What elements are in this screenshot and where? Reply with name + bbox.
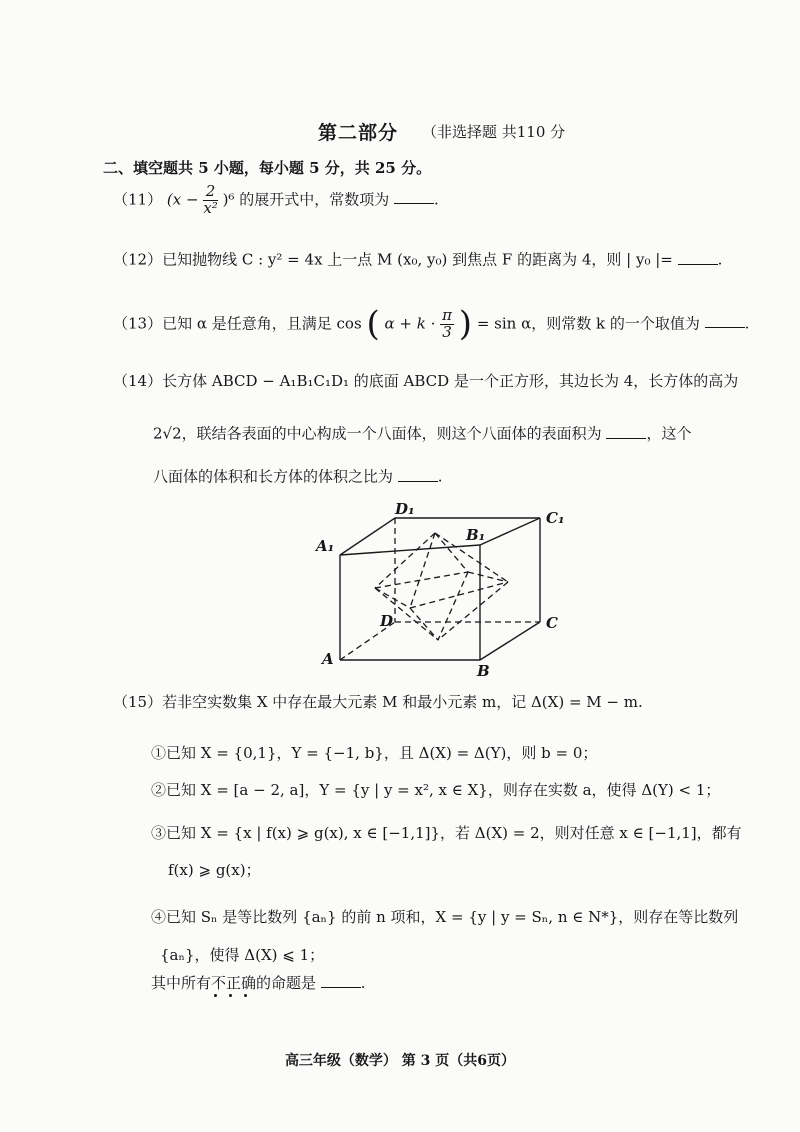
octa-edge [375, 588, 410, 608]
question-text: )⁶ 的展开式中，常数项为 [222, 190, 390, 209]
cuboid-figure [300, 490, 590, 680]
expr-pre: (x − [166, 190, 199, 209]
question-14-line2 [153, 424, 691, 443]
expr-inner: α + k · [384, 314, 436, 333]
fraction-denominator: x² [203, 198, 218, 217]
question-end: . [434, 190, 439, 209]
question-end: . [744, 314, 750, 333]
edge-A1B1 [340, 545, 480, 555]
question-text: ，这个 [646, 424, 692, 443]
edge-A1D1 [340, 518, 395, 555]
question-number: （12） [113, 250, 163, 269]
label-D1: D₁ [395, 500, 415, 518]
question-text: 已知抛物线 C : y² = 4x 上一点 M (x₀, y₀) 到焦点 F 的距离为 4，则 | y₀ |= [162, 250, 673, 269]
edge-BC [480, 622, 540, 660]
question-15 [113, 693, 643, 712]
part-note: （非选择题 共110 分 [422, 123, 566, 141]
question-end: . [360, 974, 366, 992]
question-end: . [437, 467, 443, 486]
question-13 [113, 303, 749, 346]
question-number: （11） [113, 190, 163, 209]
question-number: （15） [113, 693, 163, 711]
label-A: A [322, 650, 334, 668]
answer-blank [394, 190, 434, 205]
closing-line [151, 972, 366, 993]
answer-blank [606, 424, 646, 439]
question-number: （13） [113, 314, 163, 333]
answer-blank [321, 974, 361, 989]
question-text: 若非空实数集 X 中存在最大元素 M 和最小元素 m，记 Δ(X) = M − m. [162, 693, 643, 711]
label-B1: B₁ [466, 526, 486, 544]
emphasis-dot [229, 994, 232, 997]
right-paren: ) [458, 304, 473, 344]
fraction [203, 184, 217, 217]
question-text-post: = sin α，则常数 k 的一个取值为 [476, 314, 700, 333]
octa-edge [468, 572, 508, 582]
question-14-line3 [153, 467, 443, 486]
fraction [440, 308, 454, 341]
answer-blank [705, 314, 745, 329]
label-B: B [477, 662, 490, 680]
fraction-numerator: 2 [203, 184, 217, 201]
option-4-line1: ④已知 Sₙ 是等比数列 {aₙ} 的前 n 项和，X = {y | y = Sₙ, n ∈ N*}，则存在等比数列 [151, 908, 739, 926]
octa-edge [410, 533, 435, 608]
option-3-line1: ③已知 X = {x | f(x) ⩾ g(x), x ∈ [−1,1]}，若 Δ(X) = 2，则对任意 x ∈ [−1,1]，都有 [151, 824, 742, 842]
option-3-line2: f(x) ⩾ g(x)； [168, 861, 261, 879]
part-title: 第二部分 [318, 122, 399, 144]
answer-blank [398, 467, 438, 482]
emphasis-dot [244, 994, 247, 997]
octa-edge [410, 608, 438, 640]
question-text: 2√2，联结各表面的中心构成一个八面体，则这个八面体的表面积为 [153, 424, 602, 443]
label-D: D [380, 612, 394, 630]
option-4-line2: {aₙ}，使得 Δ(X) ⩽ 1； [160, 946, 325, 964]
question-14-line1 [113, 372, 738, 391]
label-C: C [546, 614, 558, 632]
octa-edge [438, 572, 468, 640]
question-text: 其中所有不正确的命题是 [151, 974, 317, 992]
fraction-denominator: 3 [442, 322, 452, 341]
question-number: （14） [113, 372, 163, 390]
question-11 [113, 184, 439, 217]
answer-blank [678, 250, 718, 265]
fraction-numerator: π [442, 306, 452, 324]
page-footer: 高三年级（数学） 第 3 页（共6页） [284, 1053, 516, 1069]
question-end: . [717, 250, 723, 269]
left-paren: ( [366, 304, 380, 344]
edge-B1C1 [480, 518, 540, 545]
section-title: 二、填空题共 5 小题，每小题 5 分，共 25 分。 [103, 159, 432, 177]
question-text: 长方体 ABCD − A₁B₁C₁D₁ 的底面 ABCD 是一个正方形，其边长为 4，长方体的高为 [162, 372, 739, 390]
question-text: 已知 α 是任意角，且满足 cos [162, 314, 362, 333]
label-C1: C₁ [546, 509, 565, 527]
option-2: ②已知 X = [a − 2, a]，Y = {y | y = x², x ∈ X}，则存在实数 a，使得 Δ(Y) < 1； [151, 781, 721, 799]
question-text: 八面体的体积和长方体的体积之比为 [153, 467, 394, 486]
emphasis-dot [214, 994, 217, 997]
question-12 [113, 250, 722, 269]
option-1: ①已知 X = {0,1}，Y = {−1, b}，且 Δ(X) = Δ(Y)，则 b = 0； [151, 744, 598, 762]
label-A1: A₁ [316, 537, 335, 555]
octa-edge [410, 582, 508, 608]
